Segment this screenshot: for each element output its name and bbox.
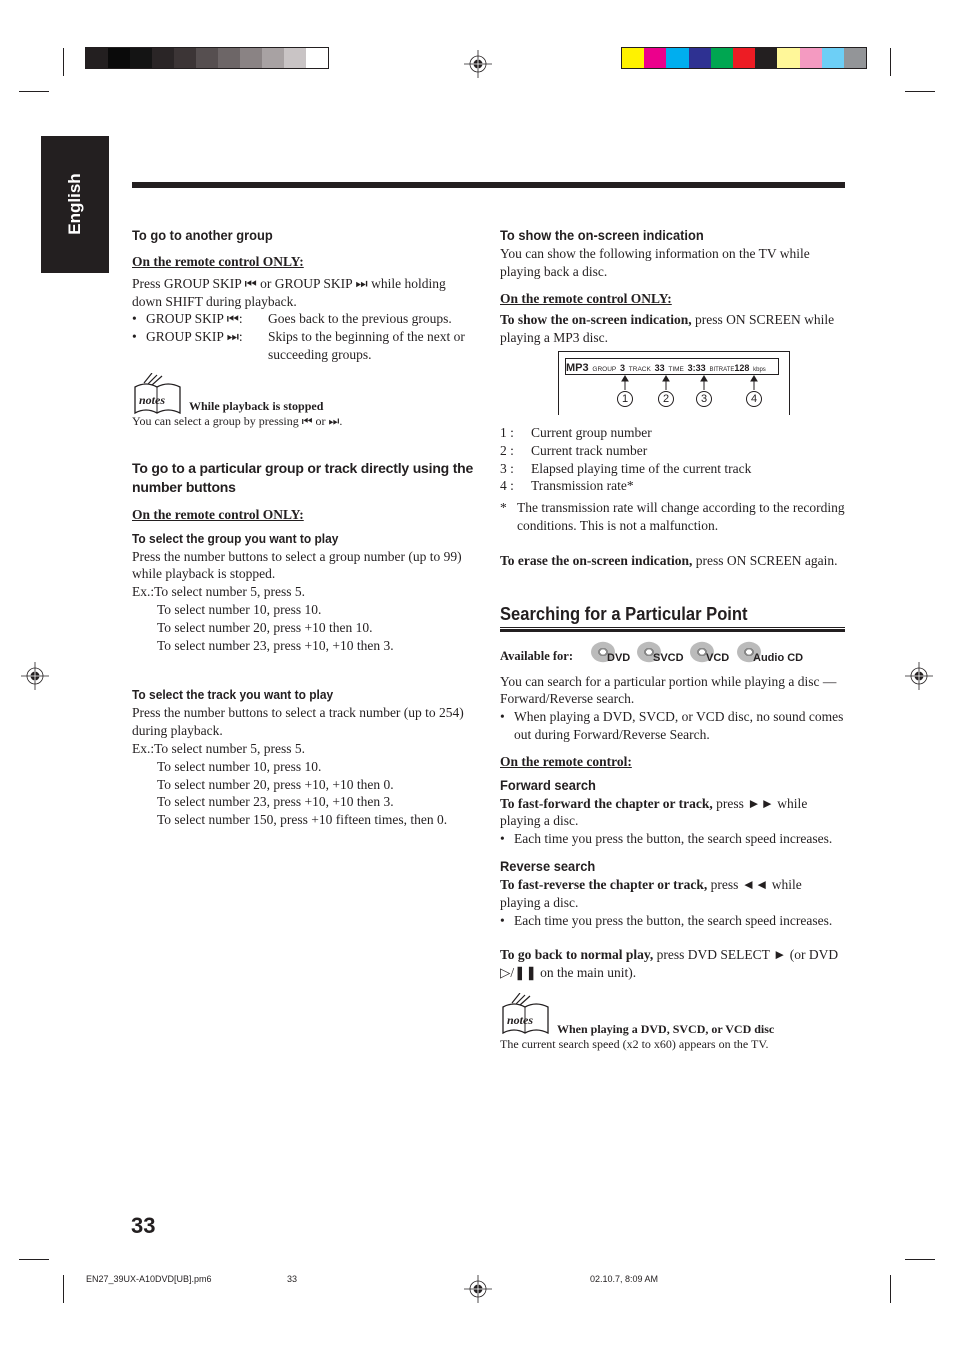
example-line: To select number 150, press +10 fifteen times, then 0. — [157, 812, 448, 828]
forward-search-paragraph: To fast-forward the chapter or track, press ►► while playing a disc. — [500, 795, 808, 829]
list-item: 2 : Current track number — [500, 442, 648, 458]
list-item: • Each time you press the button, the search speed increases. — [500, 912, 845, 930]
group-number-paragraph: Press the number buttons to select a group number (up to 99) while playback is stopped. — [132, 548, 462, 582]
remote-label: On the remote control: — [500, 753, 632, 769]
svg-text:notes: notes — [139, 392, 166, 407]
example-line: To select number 20, press +10 then 10. — [157, 619, 373, 635]
osd-display-illustration — [558, 351, 790, 415]
example-line: To select number 10, press 10. — [157, 758, 322, 774]
footer-page: 33 — [287, 1274, 298, 1284]
example-line: To select number 23, press +10, +10 then 3. — [157, 794, 394, 810]
color-swatch — [240, 48, 262, 68]
list-item: 3 : Elapsed playing time of the current track — [500, 460, 752, 476]
language-label: English — [65, 173, 85, 235]
crop-mark — [63, 1275, 64, 1303]
note-title: While playback is stopped — [189, 398, 324, 413]
color-swatch — [755, 48, 777, 68]
section-title-another-group: To go to another group — [132, 227, 273, 243]
color-swatch — [711, 48, 733, 68]
callout-4: 4 — [746, 391, 762, 407]
crop-mark — [905, 1259, 935, 1260]
process-color-bar — [621, 47, 867, 69]
osd-legend-list — [500, 424, 845, 495]
language-side-tab — [41, 136, 109, 273]
osd-show-paragraph: To show the on-screen indication, press ON SCREEN while playing a MP3 disc. — [500, 312, 835, 346]
list-item: • GROUP SKIP ⏮: Goes back to the previous groups. — [132, 310, 477, 328]
notes-block — [132, 373, 477, 428]
note-title: When playing a DVD, SVCD, or VCD disc — [557, 1021, 775, 1036]
registration-mark-icon — [464, 1275, 492, 1303]
list-item: 4 : Transmission rate* — [500, 478, 634, 494]
color-swatch — [733, 48, 755, 68]
registration-mark-icon — [464, 50, 492, 78]
crop-mark — [890, 48, 891, 76]
note-text: The current search speed (x2 to x60) appears on the TV. — [500, 1036, 769, 1051]
reverse-search-paragraph: To fast-reverse the chapter or track, press ◄◄ while playing a disc. — [500, 876, 802, 910]
crop-mark — [63, 48, 64, 76]
example-line: To select number 20, press +10, +10 then 0. — [157, 776, 394, 792]
section-title-direct: To go to a particular group or track directly using the number buttons — [132, 459, 474, 495]
reverse-search-title: Reverse search — [500, 857, 596, 874]
callout-1: 1 — [617, 391, 633, 407]
example-line: To select number 10, press 10. — [157, 601, 322, 617]
left-column — [132, 226, 477, 829]
remote-only-label: On the remote control ONLY: — [132, 506, 304, 522]
color-swatch — [306, 48, 328, 68]
color-swatch — [284, 48, 306, 68]
color-swatch — [196, 48, 218, 68]
list-item: • When playing a DVD, SVCD, or VCD disc, no sound comes out during Forward/Reverse Search. — [500, 708, 845, 744]
list-item: • Each time you press the button, the search speed increases. — [500, 830, 845, 848]
forward-search-title: Forward search — [500, 776, 596, 793]
color-swatch — [174, 48, 196, 68]
right-column — [500, 226, 845, 1053]
page-number: 33 — [131, 1213, 156, 1238]
list-item: 1 : Current group number — [500, 424, 652, 440]
normal-play-paragraph: To go back to normal play, press DVD SELECT ► (or DVD ▷/❚❚ on the main unit). — [500, 947, 839, 981]
color-swatch — [86, 48, 108, 68]
color-swatch — [130, 48, 152, 68]
example-line: Ex.:To select number 5, press 5. — [132, 740, 306, 756]
list-item: • GROUP SKIP ⏭: Skips to the beginning of the next or succeeding groups. — [132, 328, 477, 364]
color-swatch — [689, 48, 711, 68]
footer-date: 02.10.7, 8:09 AM — [590, 1274, 659, 1284]
color-swatch — [666, 48, 688, 68]
section-title-osd: To show the on-screen indication — [500, 227, 704, 243]
color-swatch — [844, 48, 866, 68]
remote-only-label: On the remote control ONLY: — [132, 254, 304, 269]
color-swatch — [152, 48, 174, 68]
footer-filename: EN27_39UX-A10DVD[UB].pm6 — [86, 1274, 212, 1284]
subtitle-select-group: To select the group you want to play — [132, 530, 339, 546]
osd-display-bar: MP3 GROUP 3 TRACK 33 TIME 3:33 BITRATE128 kbps — [565, 358, 779, 375]
crop-mark — [905, 91, 935, 92]
search-paragraph: You can search for a particular portion while playing a disc —Forward/Reverse search. — [500, 673, 837, 707]
color-swatch — [262, 48, 284, 68]
example-line: Ex.:To select number 5, press 5. — [132, 584, 306, 600]
subtitle-select-track: To select the track you want to play — [132, 687, 334, 703]
color-swatch — [622, 48, 644, 68]
registration-mark-icon — [21, 662, 49, 690]
color-swatch — [800, 48, 822, 68]
track-number-paragraph: Press the number buttons to select a track number (up to 254) during playback. — [132, 705, 464, 739]
notes-book-icon — [500, 993, 552, 1035]
note-text: You can select a group by pressing ⏮ or ⏭. — [132, 413, 343, 428]
footnote: * The transmission rate will change according to the recording conditions. This is not a malfunction. — [500, 500, 845, 533]
crop-mark — [19, 91, 49, 92]
registration-mark-icon — [905, 662, 933, 690]
svg-text:notes: notes — [507, 1012, 534, 1027]
remote-only-label: On the remote control ONLY: — [500, 290, 672, 306]
group-skip-paragraph: Press GROUP SKIP ⏮ or GROUP SKIP ⏭ while holding down SHIFT during playback. — [132, 275, 446, 309]
notes-block — [500, 993, 845, 1053]
color-swatch — [644, 48, 666, 68]
callout-2: 2 — [658, 391, 674, 407]
color-swatch — [108, 48, 130, 68]
search-heading: Searching for a Particular Point — [500, 603, 748, 624]
search-heading-block — [500, 603, 845, 628]
top-rule — [132, 182, 845, 188]
available-for-row: Available for: DVD SVCD VCD Audio CD — [500, 640, 845, 672]
osd-paragraph: You can show the following information on the TV while playing back a disc. — [500, 246, 810, 279]
callout-3: 3 — [696, 391, 712, 407]
crop-mark — [19, 1259, 49, 1260]
color-swatch — [822, 48, 844, 68]
notes-book-icon — [132, 373, 184, 415]
crop-mark — [890, 1275, 891, 1303]
osd-erase-paragraph: To erase the on-screen indication, press ON SCREEN again. — [500, 552, 838, 568]
grayscale-color-bar — [85, 47, 329, 69]
color-swatch — [218, 48, 240, 68]
color-swatch — [777, 48, 799, 68]
example-line: To select number 23, press +10, +10 then 3. — [157, 637, 394, 653]
